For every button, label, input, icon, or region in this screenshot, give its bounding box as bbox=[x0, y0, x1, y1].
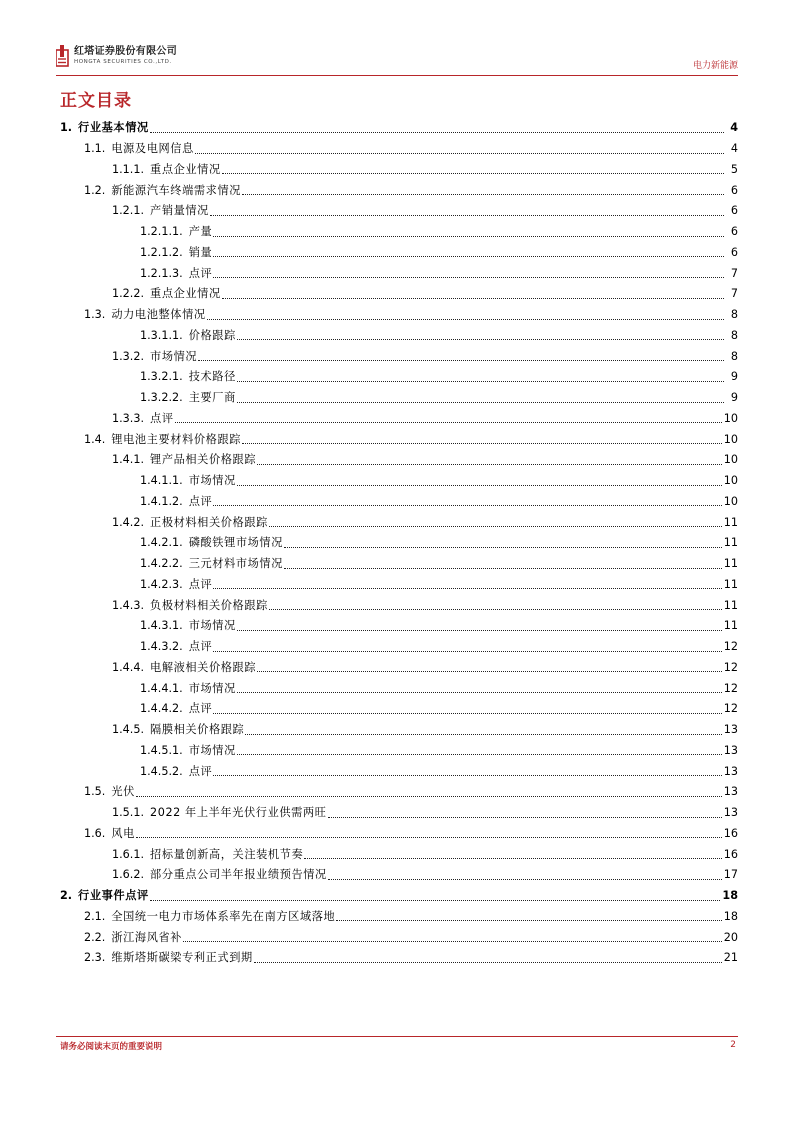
toc-entry-number: 1.4.1.1. bbox=[140, 474, 183, 488]
logo-icon bbox=[56, 44, 70, 68]
toc-entry-number: 2.3. bbox=[84, 951, 106, 965]
toc-entry-title: 点评 bbox=[188, 494, 213, 508]
toc-leader-dots bbox=[195, 143, 724, 154]
toc-entry[interactable] bbox=[56, 907, 738, 928]
table-of-contents bbox=[56, 118, 738, 969]
footer-divider bbox=[56, 1036, 738, 1037]
toc-entry-title: 浙江海风省补 bbox=[111, 930, 183, 944]
company-name-cn: 红塔证券股份有限公司 bbox=[74, 46, 177, 57]
toc-entry[interactable] bbox=[56, 367, 738, 388]
toc-entry-title: 电解液相关价格跟踪 bbox=[150, 660, 257, 674]
toc-leader-dots bbox=[237, 744, 722, 755]
toc-entry[interactable] bbox=[56, 284, 738, 305]
toc-leader-dots bbox=[328, 869, 722, 880]
toc-leader-dots bbox=[213, 641, 721, 652]
toc-entry-page: 13 bbox=[723, 743, 738, 757]
toc-entry-number: 1.3. bbox=[84, 308, 106, 322]
toc-entry-title: 锂产品相关价格跟踪 bbox=[150, 453, 257, 467]
toc-entry-title: 全国统一电力市场体系率先在南方区域落地 bbox=[111, 909, 336, 923]
toc-entry-page: 11 bbox=[723, 536, 738, 550]
toc-leader-dots bbox=[237, 682, 722, 693]
toc-entry-number: 1.4.4.1. bbox=[140, 681, 183, 695]
toc-entry[interactable] bbox=[56, 637, 738, 658]
toc-entry[interactable] bbox=[56, 118, 738, 139]
toc-entry-title: 产量 bbox=[188, 225, 213, 239]
toc-entry-number: 2. bbox=[60, 889, 73, 903]
toc-entry-title: 风电 bbox=[111, 826, 135, 840]
toc-entry-page: 20 bbox=[723, 930, 738, 944]
toc-entry-number: 1.2.1.1. bbox=[140, 225, 183, 239]
toc-leader-dots bbox=[269, 516, 722, 527]
toc-leader-dots bbox=[237, 329, 724, 340]
toc-leader-dots bbox=[237, 620, 722, 631]
toc-entry-number: 1.6. bbox=[84, 826, 106, 840]
toc-leader-dots bbox=[237, 371, 724, 382]
toc-entry-title: 新能源汽车终端需求情况 bbox=[111, 183, 242, 197]
toc-entry-page: 4 bbox=[730, 142, 738, 156]
toc-leader-dots bbox=[213, 765, 721, 776]
toc-entry-number: 1.5.1. bbox=[112, 806, 145, 820]
toc-leader-dots bbox=[213, 578, 721, 589]
toc-leader-dots bbox=[183, 931, 722, 942]
toc-entry-number: 1.4.5.2. bbox=[140, 764, 183, 778]
toc-entry[interactable] bbox=[56, 927, 738, 948]
toc-entry-page: 10 bbox=[723, 494, 738, 508]
toc-leader-dots bbox=[257, 454, 722, 465]
toc-entry-number: 1.4.2.3. bbox=[140, 577, 183, 591]
toc-entry-number: 1.4.2. bbox=[112, 515, 145, 529]
page-header bbox=[56, 44, 738, 74]
toc-entry-page: 13 bbox=[723, 806, 738, 820]
toc-entry-title: 隔膜相关价格跟踪 bbox=[150, 723, 245, 737]
toc-entry-page: 11 bbox=[723, 577, 738, 591]
toc-entry-page: 10 bbox=[723, 432, 738, 446]
toc-entry[interactable] bbox=[56, 450, 738, 471]
toc-entry[interactable] bbox=[56, 720, 738, 741]
toc-entry-title: 点评 bbox=[188, 266, 213, 280]
toc-entry-title: 磷酸铁锂市场情况 bbox=[188, 536, 284, 550]
toc-entry-number: 1.4.4. bbox=[112, 660, 145, 674]
toc-entry-page: 12 bbox=[723, 640, 738, 654]
toc-entry-page: 6 bbox=[730, 245, 738, 259]
toc-entry-title: 市场情况 bbox=[188, 474, 236, 488]
toc-leader-dots bbox=[198, 350, 724, 361]
toc-entry[interactable] bbox=[56, 160, 738, 181]
toc-entry-number: 1.2.1.2. bbox=[140, 245, 183, 259]
toc-entry-title: 部分重点公司半年报业绩预告情况 bbox=[150, 868, 327, 882]
toc-entry-title: 点评 bbox=[150, 411, 174, 425]
toc-entry[interactable] bbox=[56, 948, 738, 969]
toc-leader-dots bbox=[257, 661, 722, 672]
toc-entry[interactable] bbox=[56, 865, 738, 886]
toc-leader-dots bbox=[213, 703, 721, 714]
toc-entry-title: 重点企业情况 bbox=[150, 162, 221, 176]
toc-entry-number: 1.4.4.2. bbox=[140, 702, 183, 716]
toc-entry-number: 2.1. bbox=[84, 909, 106, 923]
toc-entry-number: 1.6.1. bbox=[112, 847, 145, 861]
toc-leader-dots bbox=[207, 309, 724, 320]
toc-entry[interactable] bbox=[56, 844, 738, 865]
toc-entry[interactable] bbox=[56, 201, 738, 222]
toc-entry-number: 1.1. bbox=[84, 142, 106, 156]
toc-entry[interactable] bbox=[56, 595, 738, 616]
toc-entry-page: 8 bbox=[730, 328, 738, 342]
toc-entry-title: 锂电池主要材料价格跟踪 bbox=[111, 432, 242, 446]
toc-entry-title: 主要厂商 bbox=[188, 391, 236, 405]
toc-leader-dots bbox=[254, 952, 722, 963]
toc-leader-dots bbox=[150, 122, 724, 133]
toc-entry[interactable] bbox=[56, 554, 738, 575]
toc-entry-title: 产销量情况 bbox=[150, 204, 209, 218]
toc-entry[interactable] bbox=[56, 886, 738, 907]
toc-entry-page: 5 bbox=[730, 162, 738, 176]
toc-entry-title: 销量 bbox=[188, 245, 213, 259]
toc-entry-title: 点评 bbox=[188, 764, 213, 778]
toc-entry-title: 行业事件点评 bbox=[78, 889, 149, 903]
toc-entry[interactable] bbox=[56, 782, 738, 803]
header-divider bbox=[56, 75, 738, 76]
toc-entry-page: 13 bbox=[723, 764, 738, 778]
toc-entry-number: 1.4.3.2. bbox=[140, 640, 183, 654]
toc-leader-dots bbox=[237, 475, 722, 486]
toc-entry-number: 1.3.2.1. bbox=[140, 370, 183, 384]
toc-entry[interactable] bbox=[56, 761, 738, 782]
toc-entry-page: 10 bbox=[723, 474, 738, 488]
toc-entry-number: 1.5. bbox=[84, 785, 106, 799]
toc-leader-dots bbox=[284, 558, 722, 569]
toc-entry-title: 三元材料市场情况 bbox=[188, 557, 284, 571]
toc-entry-number: 1.4.2.2. bbox=[140, 557, 183, 571]
toc-entry-title: 市场情况 bbox=[188, 681, 236, 695]
toc-entry-page: 18 bbox=[723, 909, 738, 923]
toc-entry-title: 市场情况 bbox=[188, 619, 236, 633]
toc-entry-title: 点评 bbox=[188, 702, 213, 716]
toc-leader-dots bbox=[136, 786, 722, 797]
toc-entry[interactable] bbox=[56, 533, 738, 554]
toc-leader-dots bbox=[269, 599, 722, 610]
toc-entry-title: 技术路径 bbox=[188, 370, 236, 384]
toc-leader-dots bbox=[213, 495, 721, 506]
toc-entry[interactable] bbox=[56, 824, 738, 845]
toc-leader-dots bbox=[336, 910, 721, 921]
toc-entry-page: 17 bbox=[723, 868, 738, 882]
toc-entry-number: 1.2. bbox=[84, 183, 106, 197]
toc-entry[interactable] bbox=[56, 575, 738, 596]
toc-entry-number: 1.4.1. bbox=[112, 453, 145, 467]
toc-entry-title: 点评 bbox=[188, 577, 213, 591]
toc-entry-page: 6 bbox=[730, 183, 738, 197]
toc-entry-page: 6 bbox=[730, 225, 738, 239]
toc-entry-number: 1.4.3.1. bbox=[140, 619, 183, 633]
toc-entry[interactable] bbox=[56, 429, 738, 450]
toc-entry[interactable] bbox=[56, 388, 738, 409]
toc-entry-title: 负极材料相关价格跟踪 bbox=[150, 598, 268, 612]
toc-entry[interactable] bbox=[56, 471, 738, 492]
toc-leader-dots bbox=[304, 848, 721, 859]
toc-leader-dots bbox=[150, 890, 721, 901]
toc-entry-number: 1.3.1.1. bbox=[140, 328, 183, 342]
toc-entry-number: 1.3.3. bbox=[112, 411, 145, 425]
toc-entry-title: 维斯塔斯碳梁专利正式到期 bbox=[111, 951, 253, 965]
toc-entry-page: 11 bbox=[723, 598, 738, 612]
toc-entry-page: 18 bbox=[722, 889, 738, 903]
toc-entry-page: 6 bbox=[730, 204, 738, 218]
toc-entry-number: 1.3.2.2. bbox=[140, 391, 183, 405]
toc-entry-title: 行业基本情况 bbox=[78, 121, 149, 135]
toc-entry-title: 正极材料相关价格跟踪 bbox=[150, 515, 268, 529]
toc-entry-page: 4 bbox=[730, 121, 738, 135]
toc-entry-page: 11 bbox=[723, 515, 738, 529]
toc-entry[interactable] bbox=[56, 263, 738, 284]
toc-entry[interactable] bbox=[56, 326, 738, 347]
toc-entry-title: 市场情况 bbox=[150, 349, 198, 363]
toc-entry-title: 光伏 bbox=[111, 785, 135, 799]
toc-entry[interactable] bbox=[56, 492, 738, 513]
toc-leader-dots bbox=[136, 827, 722, 838]
toc-entry[interactable] bbox=[56, 139, 738, 160]
toc-entry[interactable] bbox=[56, 180, 738, 201]
toc-entry-page: 8 bbox=[730, 308, 738, 322]
page-number: 2 bbox=[730, 1040, 736, 1050]
toc-leader-dots bbox=[242, 433, 722, 444]
toc-entry-title: 招标量创新高，关注装机节奏 bbox=[150, 847, 304, 861]
toc-leader-dots bbox=[237, 392, 724, 403]
toc-entry-page: 16 bbox=[723, 826, 738, 840]
toc-entry-page: 9 bbox=[730, 370, 738, 384]
toc-leader-dots bbox=[222, 288, 724, 299]
toc-title: 正文目录 bbox=[60, 91, 132, 111]
toc-entry-number: 1. bbox=[60, 121, 73, 135]
toc-leader-dots bbox=[213, 226, 724, 237]
toc-entry-number: 2.2. bbox=[84, 930, 106, 944]
toc-entry[interactable] bbox=[56, 678, 738, 699]
toc-leader-dots bbox=[222, 163, 724, 174]
toc-entry[interactable] bbox=[56, 346, 738, 367]
toc-entry-title: 动力电池整体情况 bbox=[111, 308, 206, 322]
toc-entry[interactable] bbox=[56, 699, 738, 720]
toc-entry-number: 1.2.1.3. bbox=[140, 266, 183, 280]
toc-entry-page: 8 bbox=[730, 349, 738, 363]
toc-entry-number: 1.1.1. bbox=[112, 162, 145, 176]
toc-entry[interactable] bbox=[56, 409, 738, 430]
toc-entry-number: 1.4. bbox=[84, 432, 106, 446]
toc-entry[interactable] bbox=[56, 512, 738, 533]
toc-entry[interactable] bbox=[56, 803, 738, 824]
toc-entry-number: 1.4.1.2. bbox=[140, 494, 183, 508]
toc-entry-page: 10 bbox=[723, 453, 738, 467]
toc-entry-page: 21 bbox=[723, 951, 738, 965]
toc-entry[interactable] bbox=[56, 222, 738, 243]
toc-entry-number: 1.4.5. bbox=[112, 723, 145, 737]
toc-entry-page: 13 bbox=[723, 785, 738, 799]
toc-entry[interactable] bbox=[56, 616, 738, 637]
toc-entry-page: 13 bbox=[723, 723, 738, 737]
toc-entry-title: 电源及电网信息 bbox=[111, 142, 194, 156]
toc-entry-page: 12 bbox=[723, 660, 738, 674]
toc-entry-page: 10 bbox=[723, 411, 738, 425]
toc-entry-page: 12 bbox=[723, 702, 738, 716]
toc-entry-number: 1.3.2. bbox=[112, 349, 145, 363]
toc-entry[interactable] bbox=[56, 741, 738, 762]
toc-entry-page: 9 bbox=[730, 391, 738, 405]
toc-leader-dots bbox=[213, 246, 724, 257]
toc-entry-title: 重点企业情况 bbox=[150, 287, 221, 301]
toc-entry-title: 2022 年上半年光伏行业供需两旺 bbox=[150, 806, 327, 820]
section-label: 电力新能源 bbox=[692, 61, 738, 71]
toc-leader-dots bbox=[245, 724, 721, 735]
toc-leader-dots bbox=[242, 184, 724, 195]
toc-leader-dots bbox=[210, 205, 724, 216]
toc-entry-number: 1.4.2.1. bbox=[140, 536, 183, 550]
toc-entry[interactable] bbox=[56, 243, 738, 264]
toc-entry[interactable] bbox=[56, 305, 738, 326]
toc-entry[interactable] bbox=[56, 658, 738, 679]
toc-entry-number: 1.2.1. bbox=[112, 204, 145, 218]
toc-entry-title: 价格跟踪 bbox=[188, 328, 236, 342]
toc-entry-page: 16 bbox=[723, 847, 738, 861]
toc-entry-number: 1.2.2. bbox=[112, 287, 145, 301]
company-name-en: HONGTA SECURITIES CO.,LTD. bbox=[74, 59, 172, 65]
toc-leader-dots bbox=[175, 412, 722, 423]
toc-entry-title: 点评 bbox=[188, 640, 213, 654]
toc-entry-page: 12 bbox=[723, 681, 738, 695]
toc-entry-number: 1.6.2. bbox=[112, 868, 145, 882]
toc-entry-page: 11 bbox=[723, 557, 738, 571]
toc-entry-page: 11 bbox=[723, 619, 738, 633]
toc-entry-title: 市场情况 bbox=[188, 743, 236, 757]
toc-entry-page: 7 bbox=[730, 266, 738, 280]
footer-notice: 请务必阅读末页的重要说明 bbox=[60, 1042, 163, 1052]
toc-entry-page: 7 bbox=[730, 287, 738, 301]
toc-leader-dots bbox=[213, 267, 724, 278]
toc-leader-dots bbox=[284, 537, 722, 548]
company-logo bbox=[56, 44, 177, 68]
toc-entry-number: 1.4.3. bbox=[112, 598, 145, 612]
toc-entry-number: 1.4.5.1. bbox=[140, 743, 183, 757]
toc-leader-dots bbox=[328, 807, 722, 818]
